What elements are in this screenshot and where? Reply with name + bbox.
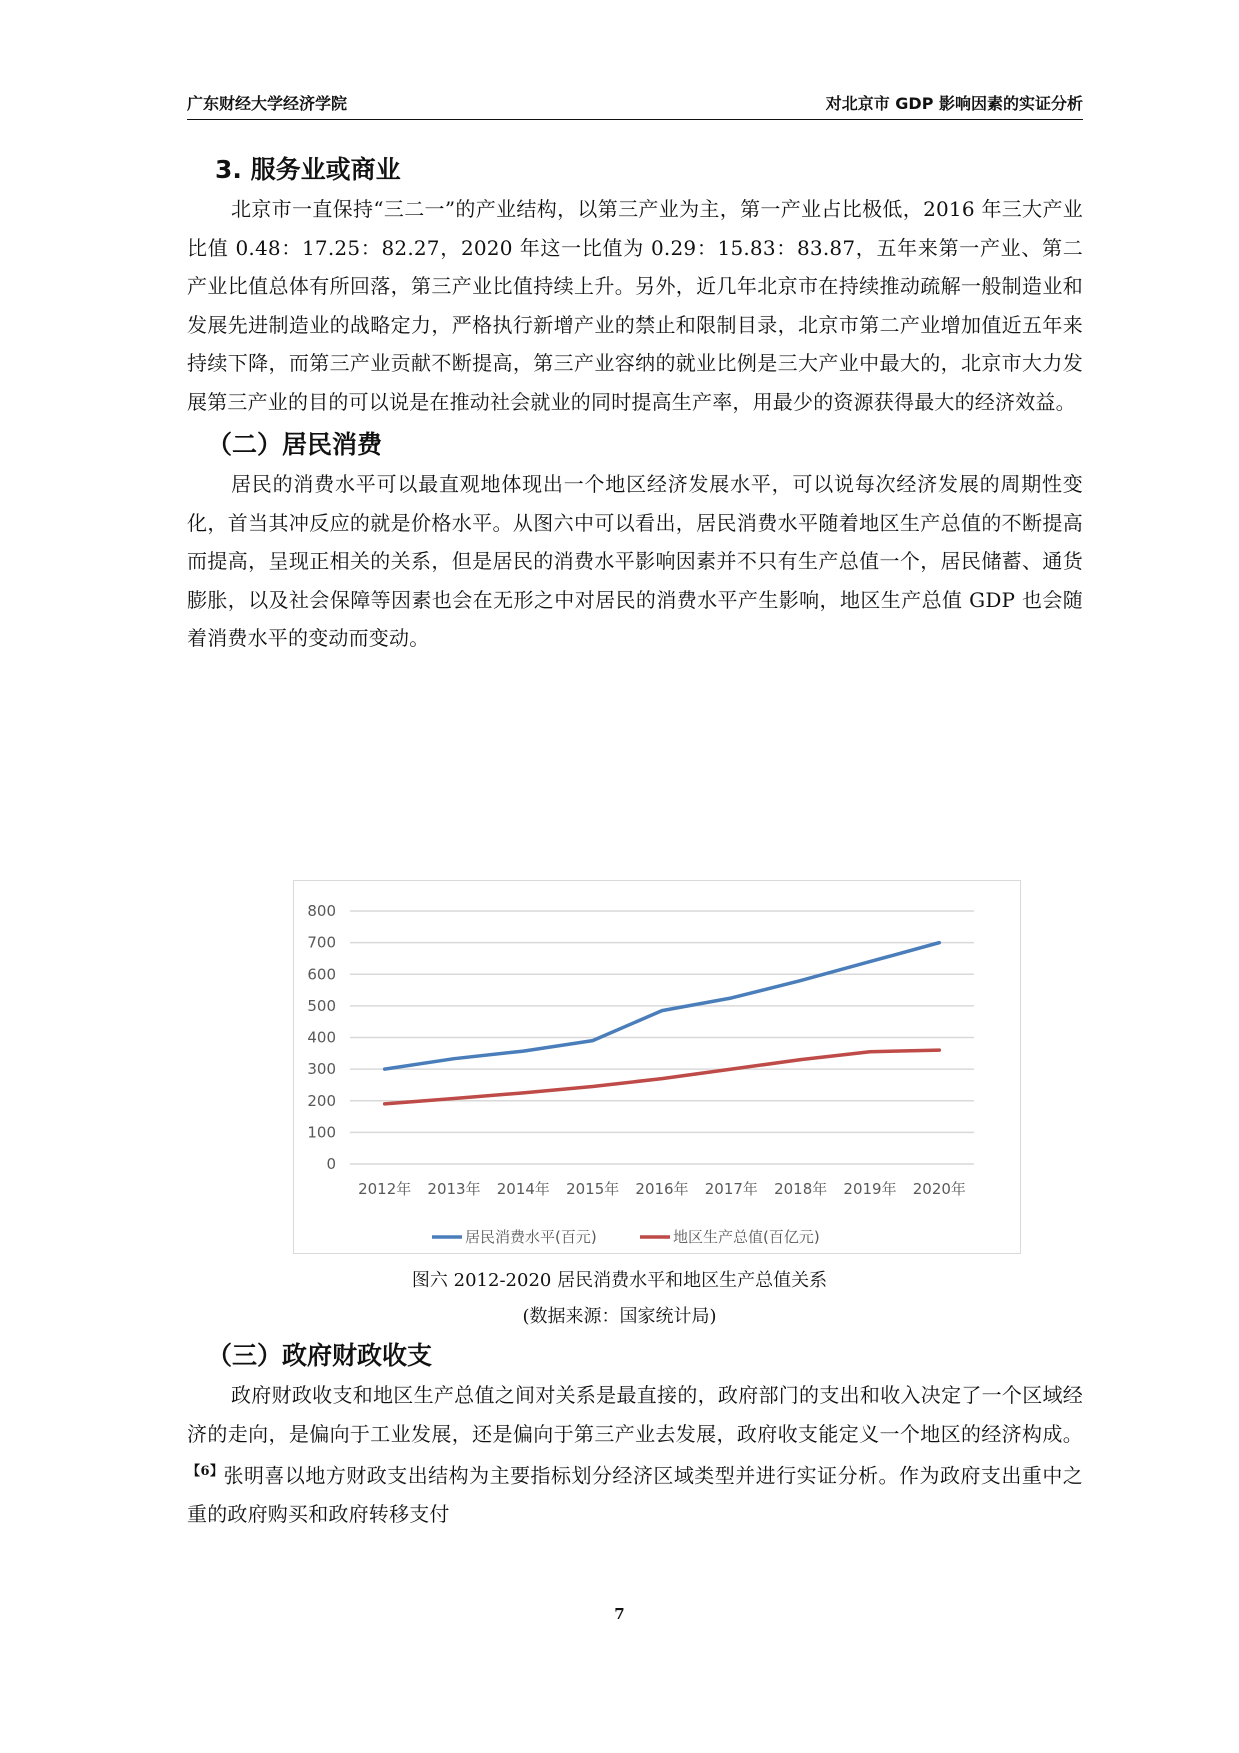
citation-ref[interactable]: 【6】 [187, 1464, 224, 1479]
y-tick-label: 300 [307, 1060, 336, 1079]
x-tick-label: 2017年 [704, 1180, 758, 1198]
line-chart [293, 880, 1021, 1254]
y-tick-label: 600 [307, 965, 336, 984]
paragraph-services: 北京市一直保持“三二一”的产业结构，以第三产业为主，第一产业占比极低，2016 年三大产业比值 0.48：17.25：82.27，2020 年这一比值为 0.29：15.83：83.87，五年来第一产业、第二产业比值总体有所回落，第三产业比值持续上升。另外，近几年北京市在持续推动疏解一般制造业和发展先进制造业的战略定力，严格执行新增产业的禁止和限制目录，北京市第二产业增加值近五年来持续下降，而第三产业贡献不断提高，第三产业容纳的就业比例是三大产业中最大的，北京市大力发展第三产业的目的可以说是在推动社会就业的同时提高生产率，用最少的资源获得最大的经济效益。 [187, 197, 1083, 414]
figure-caption: 图六 2012-2020 居民消费水平和地区生产总值关系 [411, 1270, 828, 1291]
y-tick-label: 400 [307, 1028, 336, 1047]
legend-label-0: 居民消费水平(百元) [465, 1228, 597, 1246]
x-tick-label: 2018年 [774, 1180, 828, 1198]
y-tick-label: 0 [326, 1155, 336, 1173]
body-bottom [187, 1336, 1083, 1534]
body-top [187, 150, 1083, 658]
x-tick-label: 2014年 [496, 1180, 550, 1198]
chart-canvas [294, 881, 1020, 1253]
header-institution: 广东财经大学经济学院 [187, 94, 348, 113]
paragraph-fiscal [187, 1376, 1083, 1534]
legend-label-1: 地区生产总值(百亿元) [673, 1228, 820, 1246]
x-tick-label: 2013年 [427, 1180, 481, 1198]
y-tick-label: 500 [307, 996, 336, 1015]
header-paper-title: 对北京市 GDP 影响因素的实证分析 [825, 94, 1083, 113]
x-tick-label: 2015年 [566, 1180, 620, 1198]
y-tick-label: 800 [307, 902, 336, 920]
section-heading-consumption: （二）居民消费 [207, 430, 383, 459]
page-number: 7 [614, 1605, 625, 1623]
x-tick-label: 2012年 [358, 1180, 412, 1198]
paragraph-consumption: 居民的消费水平可以最直观地体现出一个地区经济发展水平，可以说每次经济发展的周期性变化，首当其冲反应的就是价格水平。从图六中可以看出，居民消费水平随着地区生产总值的不断提高而提高，呈现正相关的关系，但是居民的消费水平影响因素并不只有生产总值一个，居民储蓄、通货膨胀，以及社会保障等因素也会在无形之中对居民的消费水平产生影响，地区生产总值 GDP 也会随着消费水平的变动而变动。 [187, 472, 1083, 650]
y-tick-label: 100 [307, 1123, 336, 1142]
y-tick-label: 200 [307, 1091, 336, 1110]
x-tick-label: 2020年 [912, 1180, 966, 1198]
y-tick-label: 700 [307, 933, 336, 952]
section-heading-fiscal: （三）政府财政收支 [207, 1341, 433, 1370]
x-tick-label: 2016年 [635, 1180, 689, 1198]
x-tick-label: 2019年 [843, 1180, 897, 1198]
paragraph-fiscal-part1: 政府财政收支和地区生产总值之间对关系是最直接的，政府部门的支出和收入决定了一个区域经济的走向，是偏向于工业发展，还是偏向于第三产业去发展，政府收支能定义一个地区的经济构成。 [187, 1383, 1083, 1446]
section-heading-services: 3. 服务业或商业 [215, 155, 401, 184]
paragraph-fiscal-part2: 张明喜以地方财政支出结构为主要指标划分经济区域类型并进行实证分析。作为政府支出重中之重的政府购买和政府转移支付 [187, 1463, 1083, 1527]
page-header [187, 85, 1083, 120]
figure-source: (数据来源：国家统计局) [522, 1306, 717, 1327]
